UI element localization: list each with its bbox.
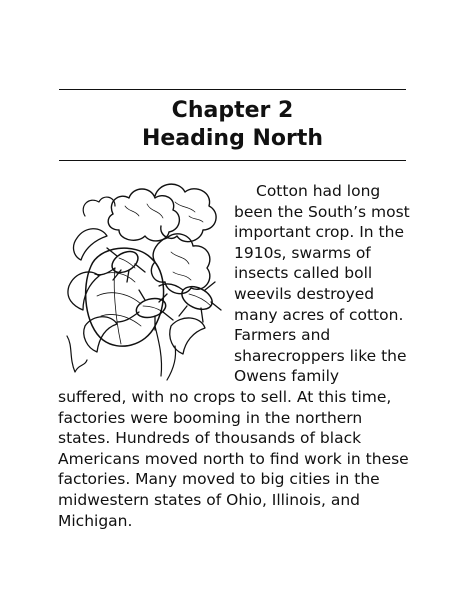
full-width-paragraph bbox=[58, 387, 418, 531]
boll-weevil-cotton-illustration bbox=[55, 176, 235, 386]
text-line: important crop. In the bbox=[234, 223, 404, 242]
text-line: 1910s, swarms of bbox=[234, 243, 371, 262]
text-line: Michigan. bbox=[58, 511, 133, 530]
text-line: many acres of cotton. bbox=[234, 305, 404, 324]
chapter-number: Chapter 2 bbox=[171, 98, 294, 123]
text-line: factories. Many moved to big cities in the bbox=[58, 470, 380, 489]
text-line: Americans moved north to find work in these bbox=[58, 449, 409, 468]
text-line: Farmers and bbox=[234, 326, 331, 345]
wrapped-paragraph bbox=[234, 181, 414, 387]
chapter-heading bbox=[59, 97, 406, 153]
text-line: midwestern states of Ohio, Illinois, and bbox=[58, 490, 360, 509]
text-line: Cotton had long bbox=[256, 182, 381, 200]
bottom-divider bbox=[59, 160, 406, 161]
text-line: insects called boll bbox=[234, 264, 373, 283]
text-line: factories were booming in the northern bbox=[58, 408, 363, 427]
text-line: suffered, with no crops to sell. At this time, bbox=[58, 388, 392, 406]
text-line: been the South’s most bbox=[234, 202, 410, 221]
top-divider bbox=[59, 89, 406, 90]
text-line: Owens family bbox=[234, 367, 340, 386]
chapter-title: Heading North bbox=[141, 126, 324, 151]
text-line: sharecroppers like the bbox=[234, 346, 407, 365]
text-line: weevils destroyed bbox=[234, 284, 375, 303]
text-line: states. Hundreds of thousands of black bbox=[58, 429, 362, 448]
